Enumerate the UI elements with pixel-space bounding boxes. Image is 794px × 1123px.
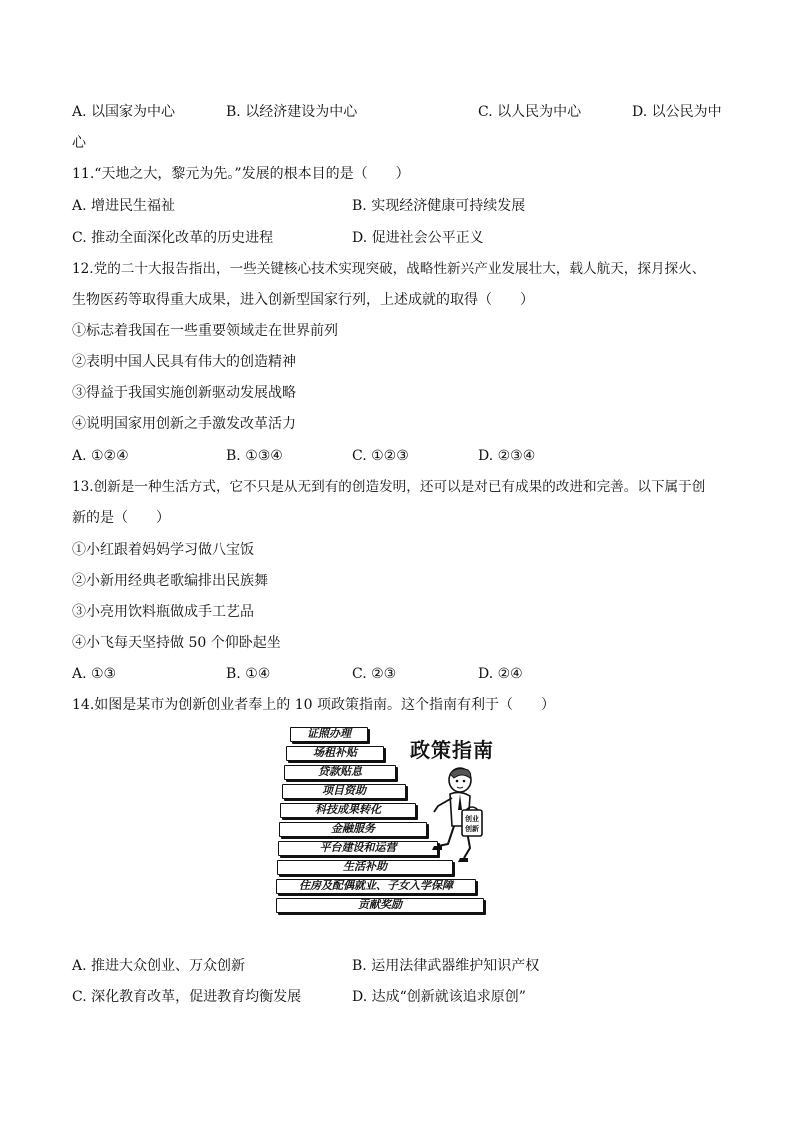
q13-option-b: B. ①④	[226, 666, 271, 682]
q11-option-a: A. 增进民生福祉	[72, 198, 176, 214]
step-6: 金融服务	[279, 822, 427, 837]
q10-option-d-wrap: 心	[72, 135, 86, 151]
step-4: 项目资助	[282, 784, 406, 799]
q11-option-b: B. 实现经济健康可持续发展	[352, 198, 526, 214]
q12-option-d: D. ②③④	[478, 448, 536, 464]
q11-option-d: D. 促进社会公平正义	[352, 230, 484, 246]
policy-guide-figure	[276, 724, 522, 916]
climber-person-icon	[424, 766, 486, 878]
q12-stem-line2: 生物医药等取得重大成果，进入创新型国家行列，上述成就的取得（ ）	[72, 292, 534, 308]
q14-option-d: D. 达成“创新就该追求原创”	[352, 989, 526, 1005]
q13-option-c: C. ②③	[352, 666, 397, 682]
q10-option-b: B. 以经济建设为中心	[226, 104, 358, 120]
q12-stem-line1: 12.党的二十大报告指出，一些关键核心技术实现突破，战略性新兴产业发展壮大，载人航天，探月探火、	[72, 261, 706, 277]
step-9: 住房及配偶就业、子女入学保障	[276, 879, 476, 894]
q13-statement-3: ③小亮用饮料瓶做成手工艺品	[72, 604, 254, 620]
q11-option-c: C. 推动全面深化改革的历史进程	[72, 230, 274, 246]
step-7: 平台建设和运营	[278, 841, 438, 856]
step-2: 场租补贴	[286, 746, 384, 761]
q14-option-b: B. 运用法律武器维护知识产权	[352, 958, 540, 974]
q13-statement-4: ④小飞每天坚持做 50 个仰卧起坐	[72, 635, 281, 651]
bag-label-bottom: 创新	[465, 825, 479, 833]
figure-title: 政策指南	[410, 738, 494, 762]
q13-stem-line1: 13.创新是一种生活方式，它不只是从无到有的创造发明，还可以是对已有成果的改进和完善。以下属于创	[72, 479, 706, 495]
bag-label-top: 创业	[465, 815, 479, 823]
step-8: 生活补助	[277, 860, 453, 875]
q13-option-a: A. ①③	[72, 666, 117, 682]
q10-option-a: A. 以国家为中心	[72, 104, 176, 120]
q12-option-a: A. ①②④	[72, 448, 129, 464]
q10-option-d: D. 以公民为中	[632, 104, 722, 120]
q14-option-a: A. 推进大众创业、万众创新	[72, 958, 246, 974]
q14-option-c: C. 深化教育改革，促进教育均衡发展	[72, 989, 302, 1005]
step-3: 贷款贴息	[284, 765, 396, 780]
q12-statement-3: ③得益于我国实施创新驱动发展战略	[72, 385, 296, 401]
q12-statement-4: ④说明国家用创新之手激发改革活力	[72, 416, 296, 432]
q14-stem: 14.如图是某市为创新创业者奉上的 10 项政策指南。这个指南有利于（ ）	[72, 697, 555, 713]
q11-stem: 11.“天地之大，黎元为先。”发展的根本目的是（ ）	[72, 166, 410, 182]
q12-option-c: C. ①②③	[352, 448, 409, 464]
step-10: 贡献奖励	[276, 898, 484, 913]
q12-statement-1: ①标志着我国在一些重要领域走在世界前列	[72, 323, 338, 339]
q10-option-c: C. 以人民为中心	[478, 104, 582, 120]
step-1: 证照办理	[290, 727, 368, 742]
step-5: 科技成果转化	[280, 803, 416, 818]
q12-statement-2: ②表明中国人民具有伟大的创造精神	[72, 354, 296, 370]
q13-statement-1: ①小红跟着妈妈学习做八宝饭	[72, 542, 254, 558]
q12-option-b: B. ①③④	[226, 448, 283, 464]
q13-statement-2: ②小新用经典老歌编排出民族舞	[72, 573, 268, 589]
q13-option-d: D. ②④	[478, 666, 523, 682]
q13-stem-line2: 新的是（ ）	[72, 510, 170, 526]
